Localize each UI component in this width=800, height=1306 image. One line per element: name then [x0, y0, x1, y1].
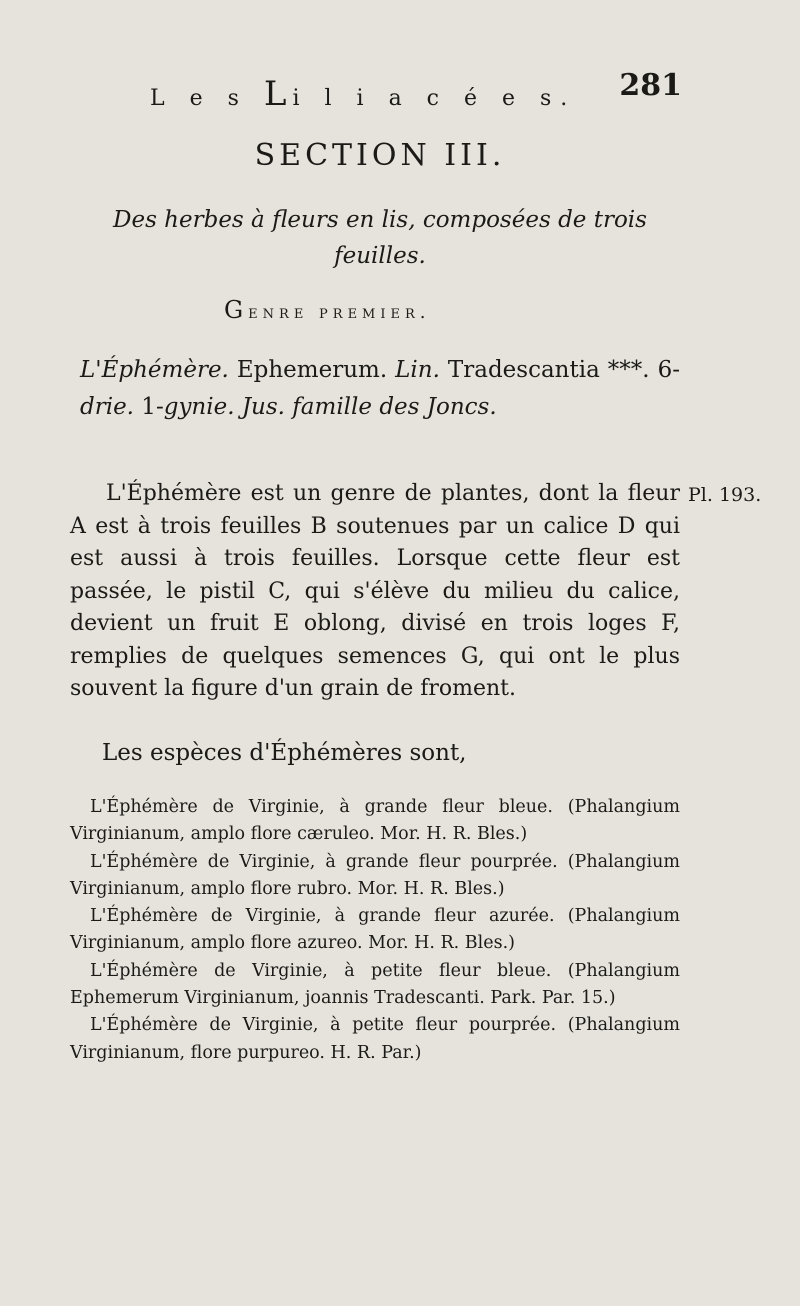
running-title	[150, 74, 576, 114]
genus-latin: Ephemerum.	[228, 357, 396, 383]
running-header	[150, 68, 682, 114]
genus-lead	[80, 352, 680, 426]
page-number: 281	[619, 68, 682, 103]
section-title: SECTION III.	[254, 138, 506, 173]
species-item: L'Éphémère de Virginie, à petite fleur bleue. (Phalangium Ephemerum Virginianum, joannis Tradescanti. Park. Par. 15.)	[70, 960, 680, 1009]
species-item: L'Éphémère de Virginie, à petite fleur pourprée. (Phalangium Virginianum, flore purpureo. H. R. Par.)	[70, 1015, 680, 1063]
genus-gynie: gynie. Jus. famille des Joncs.	[163, 394, 497, 420]
main-paragraph: L'Éphémère est un genre de plantes, dont la fleur A est à trois feuilles B soutenues par un calice D qui est aussi à trois feuilles. Lorsque cette fleur est passée, le pistil C, qui s'élève du milieu du calice, devient un fruit E oblong, divisé en trois loges F, remplies de quelques semences G, qui ont le plus souvent la figure d'un grain de froment.	[70, 481, 680, 701]
genus-rest-2: 1-	[134, 394, 164, 420]
genre-heading	[224, 296, 431, 324]
running-title-cap: L	[263, 74, 293, 114]
genre-cap: G	[224, 296, 249, 324]
species-heading: Les espèces d'Éphémères sont,	[102, 740, 467, 766]
genus-rest-1: Tradescantia ***. 6-	[439, 357, 680, 383]
plate-reference: Pl. 193.	[688, 484, 762, 506]
species-item: L'Éphémère de Virginie, à grande fleur bleue. (Phalangium Virginianum, amplo flore cæruleo. Mor. H. R. Bles.)	[70, 797, 680, 845]
running-title-rest: i l i a c é e s.	[292, 86, 577, 111]
species-item: L'Éphémère de Virginie, à grande fleur pourprée. (Phalangium Virginianum, amplo flore rubro. Mor. H. R. Bles.)	[70, 851, 680, 899]
genus-lin: Lin.	[395, 357, 440, 383]
running-title-prefix: L e s	[150, 86, 264, 111]
genus-name: L'Éphémère.	[80, 357, 229, 383]
section-subtitle: Des herbes à fleurs en lis, composées de trois feuilles.	[113, 207, 647, 269]
genus-drie: drie.	[80, 394, 134, 420]
species-item: L'Éphémère de Virginie, à grande fleur azurée. (Phalangium Virginianum, amplo flore azureo. Mor. H. R. Bles.)	[70, 906, 680, 954]
genre-rest: enre premier.	[248, 302, 431, 323]
species-list	[70, 794, 680, 1067]
